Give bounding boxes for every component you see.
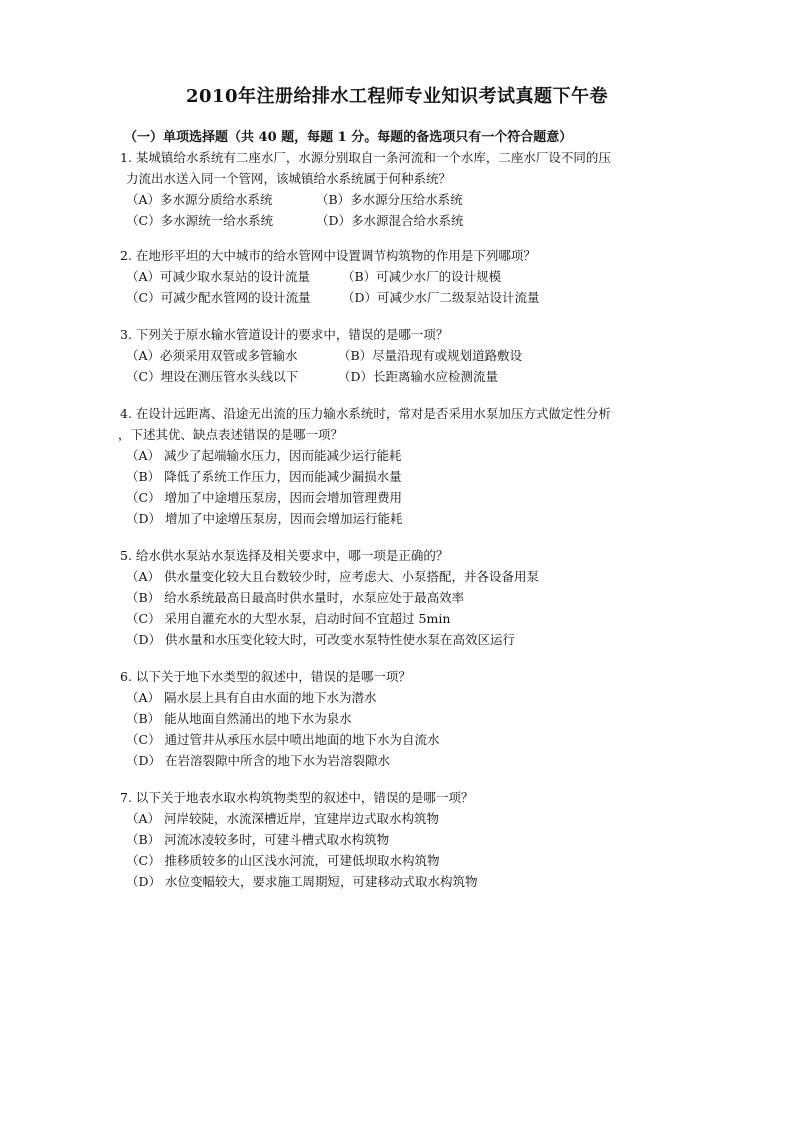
option-c: （C）多水源统一给水系统 [126, 213, 274, 228]
option-c: （C） 采用自灌充水的大型水泵，启动时间不宜超过 5min [126, 611, 451, 626]
option-d: （D）长距离输水应检测流量 [338, 369, 499, 384]
question-stem: 3. 下列关于原水输水管道设计的要求中，错误的是哪一项？ [120, 327, 449, 342]
option-a: （A） 供水量变化较大且台数较少时，应考虑大、小泵搭配，并各设备用泵 [126, 569, 540, 584]
option-b: （B） 降低了系统工作压力，因而能减少漏损水量 [126, 469, 402, 484]
option-a: （A）多水源分质给水系统 [126, 192, 273, 207]
question-stem: 6. 以下关于地下水类型的叙述中，错误的是哪一项？ [120, 669, 411, 684]
option-c: （C） 增加了中途增压泵房，因而会增加管理费用 [126, 490, 403, 505]
option-b: （B）尽量沿现有或规划道路敷设 [338, 348, 523, 363]
question-stem: 4. 在设计远距离、沿途无出流的压力输水系统时，常对是否采用水泵加压方式做定性分析 [120, 406, 611, 421]
option-row [116, 287, 696, 308]
question-stem: 1. 某城镇给水系统有二座水厂，水源分别取自一条河流和一个水库，二座水厂设不同的压 [120, 150, 611, 165]
option-row [116, 210, 696, 231]
section-heading: （一）单项选择题（共 40 题，每题 1 分。每题的备选项只有一个符合题意） [124, 130, 573, 145]
option-b: （B） 给水系统最高日最高时供水量时，水泵应处于最高效率 [126, 590, 465, 605]
question-1 [116, 147, 696, 231]
option-row [116, 345, 696, 366]
question-7 [116, 787, 696, 892]
question-stem: ，下述其优、缺点表述错误的是哪一项？ [118, 427, 344, 442]
question-2 [116, 245, 696, 308]
option-a: （A） 隔水层上具有自由水面的地下水为潜水 [126, 690, 377, 705]
option-b: （B）多水源分压给水系统 [316, 192, 463, 207]
option-b: （B） 河流冰凌较多时，可建斗槽式取水构筑物 [126, 832, 390, 847]
option-row [116, 189, 696, 210]
option-a: （A）必须采用双管或多管输水 [126, 348, 298, 363]
question-stem: 2. 在地形平坦的大中城市的给水管网中设置调节构筑物的作用是下列哪项？ [120, 248, 536, 263]
option-a: （A） 减少了起端输水压力，因而能减少运行能耗 [126, 448, 402, 463]
option-a: （A） 河岸较陡，水流深槽近岸，宜建岸边式取水构筑物 [126, 811, 440, 826]
option-b: （B）可减少水厂的设计规模 [342, 269, 502, 284]
question-stem: 7. 以下关于地表水取水构筑物类型的叙述中，错误的是哪一项？ [120, 790, 474, 805]
question-6 [116, 666, 696, 771]
option-c: （C）埋设在测压管水头线以下 [126, 369, 299, 384]
question-stem: 5. 给水供水泵站水泵选择及相关要求中，哪一项是正确的？ [120, 548, 449, 563]
option-d: （D）多水源混合给水系统 [316, 213, 464, 228]
option-d: （D） 供水量和水压变化较大时，可改变水泵特性使水泵在高效区运行 [126, 632, 515, 647]
option-c: （C） 推移质较多的山区浅水河流，可建低坝取水构筑物 [126, 853, 440, 868]
option-row [116, 366, 696, 387]
option-d: （D） 水位变幅较大，要求施工周期短，可建移动式取水构筑物 [126, 874, 478, 889]
option-d: （D）可减少水厂二级泵站设计流量 [342, 290, 540, 305]
option-row [116, 266, 696, 287]
option-b: （B） 能从地面自然涌出的地下水为泉水 [126, 711, 352, 726]
page-title: 2010年注册给排水工程师专业知识考试真题下午卷 [185, 86, 609, 107]
question-5 [116, 545, 696, 650]
question-4 [116, 403, 696, 529]
option-d: （D） 增加了中途增压泵房，因而会增加运行能耗 [126, 511, 403, 526]
option-c: （C）可减少配水管网的设计流量 [126, 290, 311, 305]
option-d: （D） 在岩溶裂隙中所含的地下水为岩溶裂隙水 [126, 753, 390, 768]
option-c: （C） 通过管井从承压水层中喷出地面的地下水为自流水 [126, 732, 440, 747]
option-a: （A）可减少取水泵站的设计流量 [126, 269, 311, 284]
question-stem: 力流出水送入同一个管网，该城镇给水系统属于何种系统？ [126, 171, 452, 186]
question-3 [116, 324, 696, 387]
